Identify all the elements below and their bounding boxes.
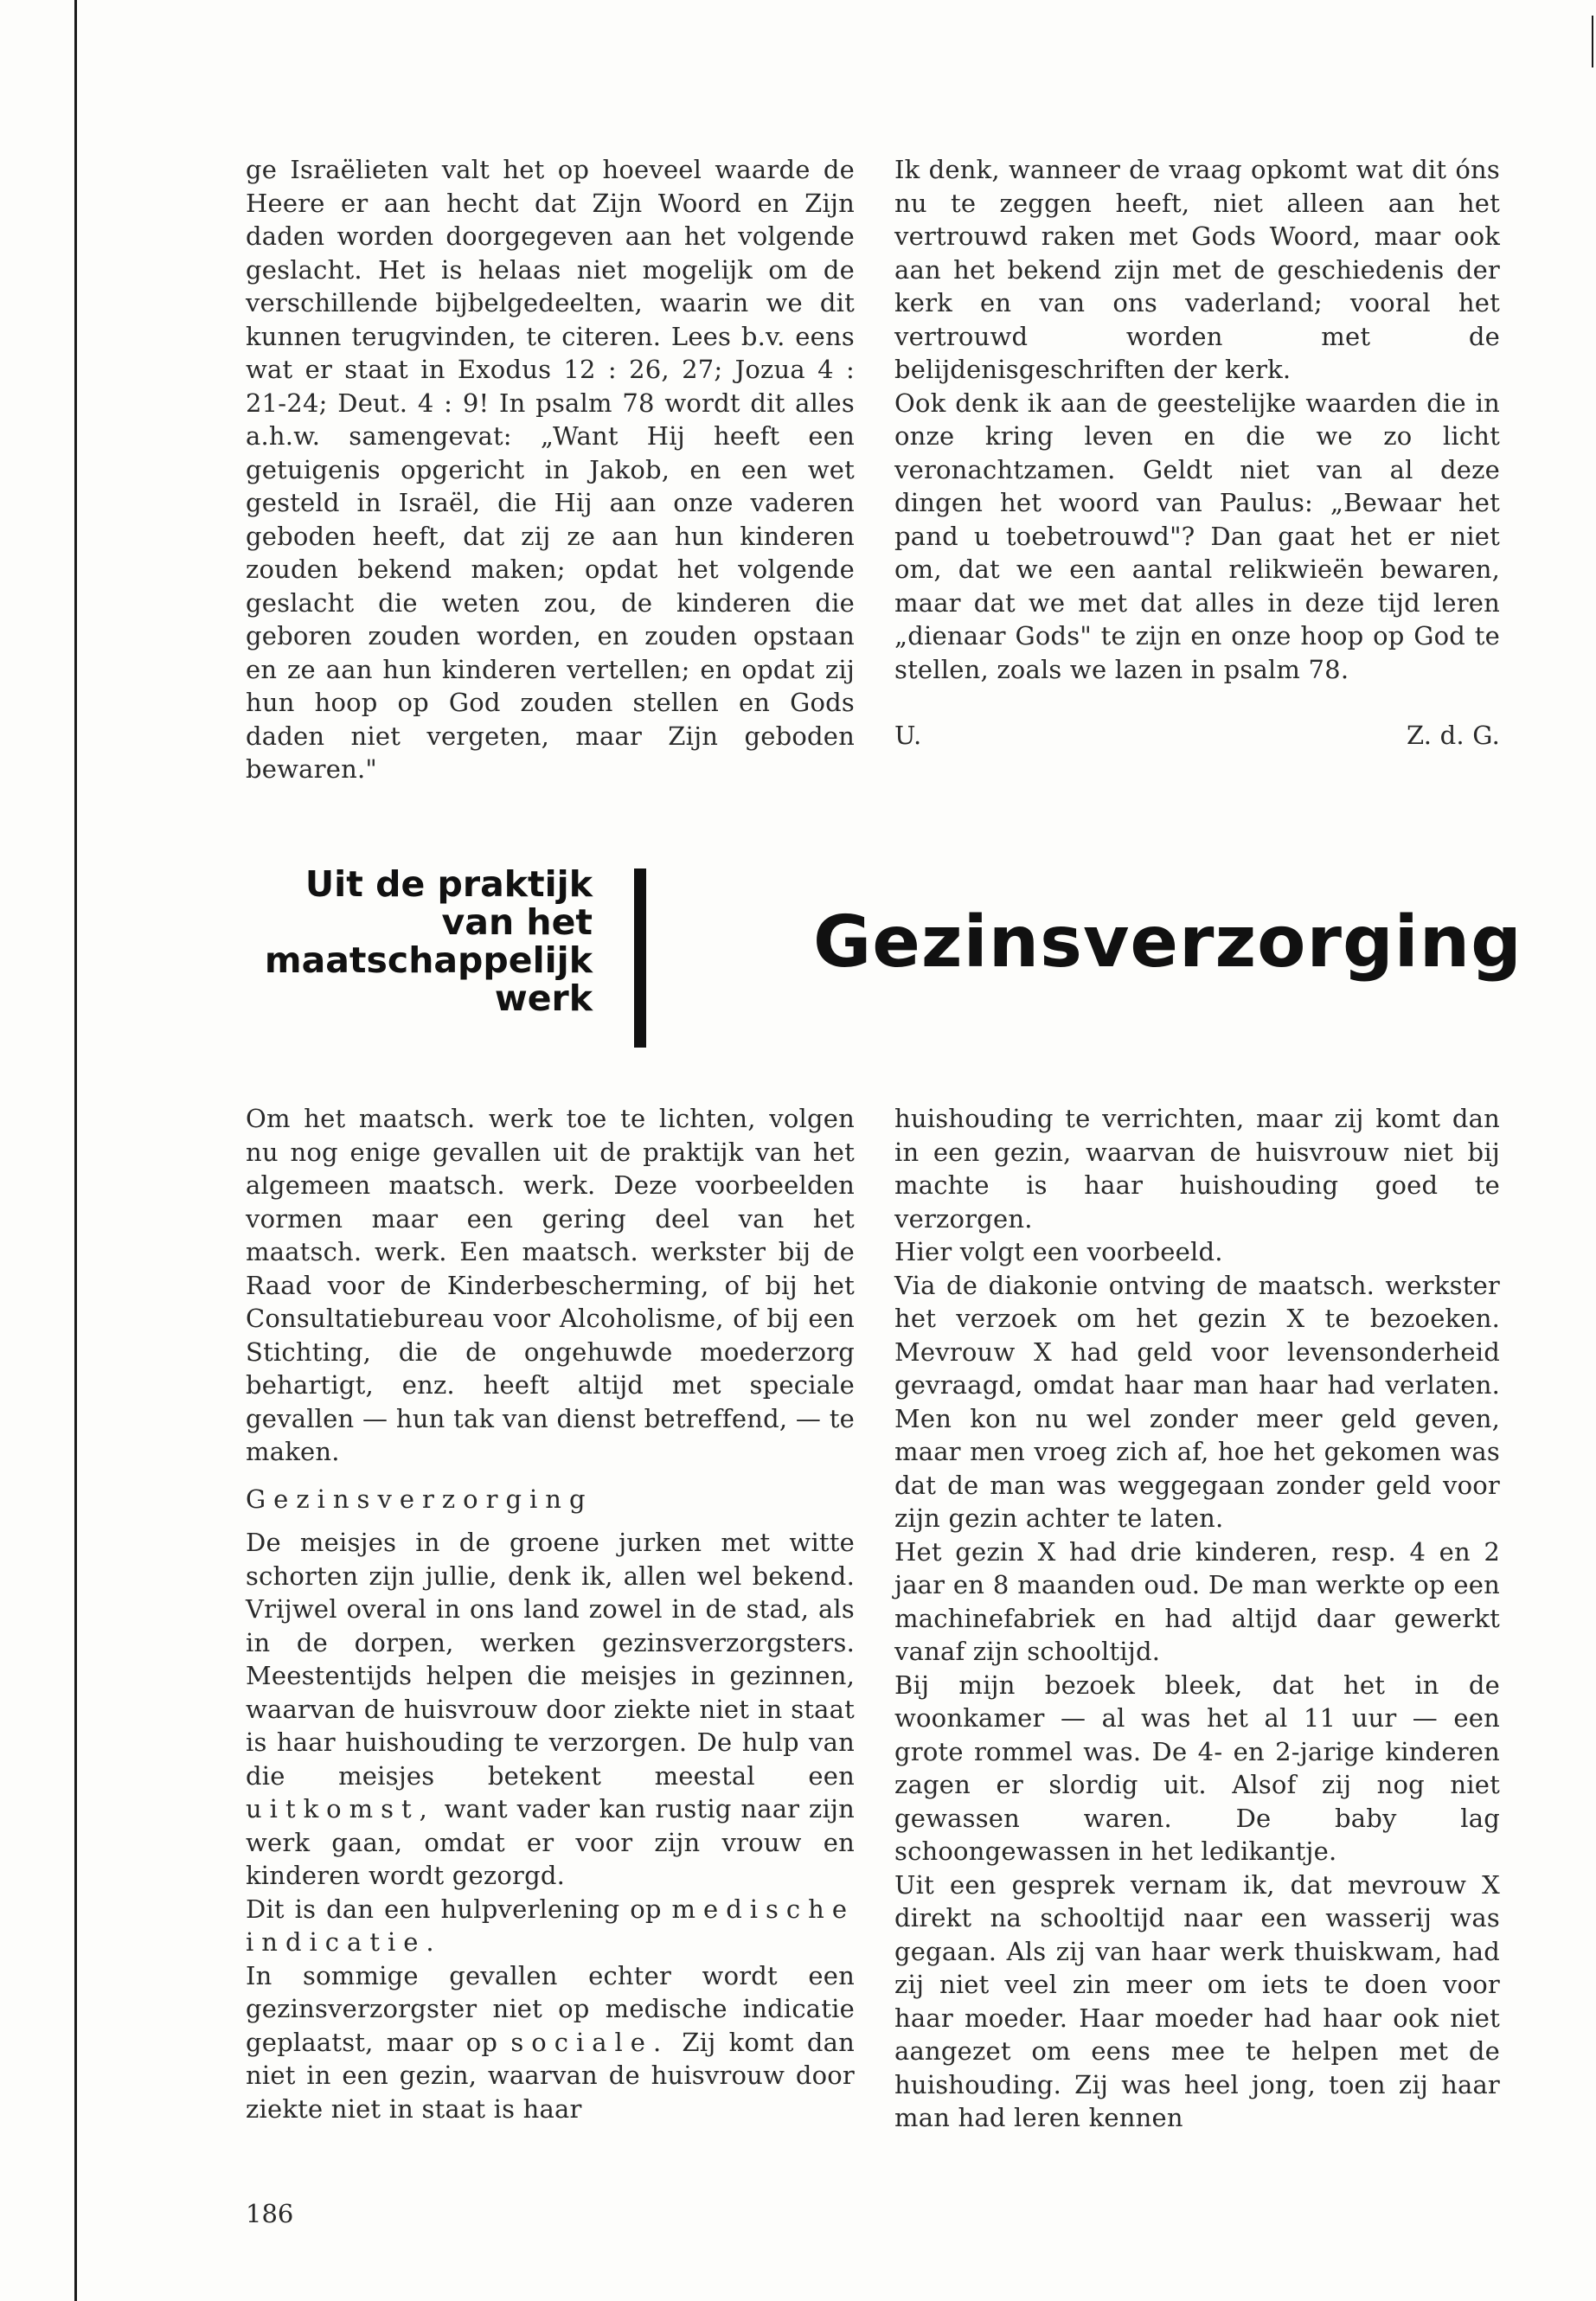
body-column-left <box>246 1102 855 2125</box>
headline-divider-bar <box>634 868 646 1048</box>
body-left-paragraph-3 <box>246 1893 855 1959</box>
intro-right-paragraph-1: Ik denk, wanneer de vraag opkomt wat dit óns nu te zeggen heeft, niet alleen aan het vertrouwd raken met Gods Woord, maar ook aan het bekend zijn met de geschiedenis der kerk en van ons vaderland; vooral het vertrouwd worden met de belijdenisgeschriften der kerk. <box>894 155 1500 384</box>
intro-left-paragraph: ge Israëlieten valt het op hoeveel waarde de Heere er aan hecht dat Zijn Woord en Zijn daden worden doorgegeven aan het volgende geslacht. Het is helaas niet mogelijk om de verschillende bijbelgedeelten, waarin we dit kunnen terugvinden, te citeren. Lees b.v. eens wat er staat in Exodus 12 : 26, 27; Jozua 4 : 21-24; Deut. 4 : 9! In psalm 78 wordt dit alles a.h.w. samengevat: „Want Hij heeft een getuigenis opgericht in Jakob, en een wet gesteld in Israël, die Hij aan onze vaderen geboden heeft, dat zij ze aan hun kinderen zouden bekend maken; opdat het volgende geslacht die weten zou, de kinderen die geboren zouden worden, en zouden opstaan en ze aan hun kinderen vertellen; en opdat zij hun hoop op God zouden stellen en Gods daden niet vergeten, maar Zijn geboden bewaren." <box>246 155 855 784</box>
text-run: want vader kan rustig naar zijn werk gaan, omdat er voor zijn vrouw en kinderen wordt gezorgd. <box>246 1794 855 1890</box>
body-right-paragraph: Hier volgt een voorbeeld. <box>894 1237 1223 1266</box>
signature-left: U. <box>894 721 922 750</box>
intro-column-left <box>246 153 855 786</box>
scan-edge-left <box>74 0 77 2301</box>
signature-line <box>894 719 1500 753</box>
text-run: De meisjes in de groene jurken met witte schorten zijn jullie, denk ik, allen wel bekend. Vrijwel overal in ons land zowel in de stad, als in de dorpen, werken gezinsverzorgsters. Meestentijds helpen die meisjes in gezinnen, waarvan de huisvrouw door ziekte niet in staat is haar huishouding te verzorgen. De hulp van die meisjes betekent meestal een <box>246 1528 855 1791</box>
intro-right-paragraph-2: Ook denk ik aan de geestelijke waarden die in onze kring leven en die we zo licht veronachtzamen. Geldt niet van al deze dingen het woord van Paulus: „Bewaar het pand u toebetrouwd"? Dan gaat het er niet om, dat we een aantal relikwieën bewaren, maar dat we met dat alles in deze tijd leren „dienaar Gods" te zijn en onze hoop op God te stellen, zoals we lazen in psalm 78. <box>894 388 1500 684</box>
text-run: Dit is dan een hulpverlening op <box>246 1894 662 1924</box>
text-run: Zij komt dan niet in een gezin, waarvan de huisvrouw door ziekte niet in staat is haar <box>246 2027 855 2124</box>
emphasis-sociale: sociale. <box>510 2027 670 2057</box>
kicker-line: Uit de praktijk <box>304 863 593 905</box>
text-run: In sommige gevallen echter wordt een gezinsverzorgster niet op medische indicatie geplaatst, maar op <box>246 1960 855 2057</box>
body-subheading: Gezinsverzorging <box>246 1484 593 1514</box>
kicker-line: maatschappelijk <box>264 939 593 981</box>
body-right-paragraph: Via de diakonie ontving de maatsch. werkster het verzoek om het gezin X te bezoeken. Mevrouw X had geld voor levensonderheid gevraagd, omdat haar man haar had verlaten. Men kon nu wel zonder meer geld geven, maar men vroeg zich af, hoe het gekomen was dat de man was weggegaan zonder geld voor zijn gezin achter te laten. <box>894 1270 1500 1533</box>
page-number: 186 <box>246 2199 294 2228</box>
section-kicker <box>247 865 593 1017</box>
scan-edge-right <box>1592 16 1593 67</box>
body-left-paragraph-2 <box>246 1526 855 1893</box>
emphasis-medische-indicatie: medische indicatie. <box>246 1894 855 1957</box>
body-right-paragraph: Het gezin X had drie kinderen, resp. 4 en 2 jaar en 8 maanden oud. De man werkte op een machinefabriek en had altijd daar gewerkt vanaf zijn schooltijd. <box>894 1536 1500 1666</box>
signature-right: Z. d. G. <box>1406 721 1500 750</box>
body-right-paragraph: Bij mijn bezoek bleek, dat het in de woonkamer — al was het al 11 uur — een grote rommel was. De 4- en 2-jarige kinderen zagen er slordig uit. Alsof zij nog niet gewassen waren. De baby lag schoongewassen in het ledikantje. <box>894 1670 1500 1866</box>
kicker-line: werk <box>494 977 593 1019</box>
kicker-line: van het <box>441 901 593 943</box>
body-right-paragraph: Uit een gesprek vernam ik, dat mevrouw X direkt na schooltijd naar een wasserij was gegaan. Als zij van haar werk thuiskwam, had zij niet veel zin meer om iets te doen voor haar moeder. Haar moeder had haar ook niet aangezet om eens mee te helpen met de huishouding. Zij was heel jong, toen zij haar man had leren kennen <box>894 1869 1500 2132</box>
section-headline: Gezinsverzorging <box>813 901 1522 984</box>
body-left-paragraph-4 <box>246 1959 855 2126</box>
intro-column-right <box>894 153 1500 753</box>
body-left-paragraph-1: Om het maatsch. werk toe te lichten, volgen nu nog enige gevallen uit de praktijk van het algemeen maatsch. werk. Deze voorbeelden vormen maar een gering deel van het maatsch. werk. Een maatsch. werkster bij de Raad voor de Kinderbescherming, of bij het Consultatiebureau voor Alcoholisme, of bij een Stichting, die de ongehuwde moederzorg behartigt, enz. heeft altijd met speciale gevallen — hun tak van dienst betreffend, — te maken. <box>246 1104 855 1466</box>
body-right-paragraph: huishouding te verrichten, maar zij komt dan in een gezin, waarvan de huisvrouw niet bij machte is haar huishouding goed te verzorgen. <box>894 1104 1500 1234</box>
emphasis-uitkomst: uitkomst, <box>246 1794 435 1823</box>
body-column-right <box>894 1102 1500 2135</box>
